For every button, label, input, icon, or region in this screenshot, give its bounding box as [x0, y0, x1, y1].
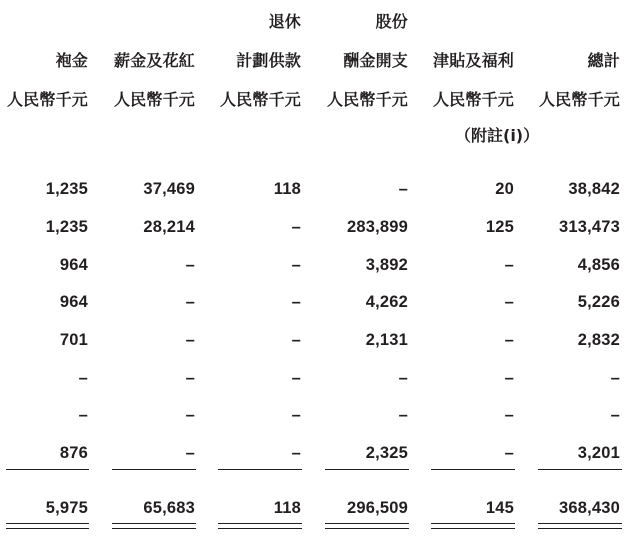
allowances-note: （附註(i)）	[455, 126, 540, 145]
table-cell: –	[504, 444, 514, 462]
table-cell: –	[291, 293, 301, 311]
table-cell: –	[610, 406, 620, 424]
table-cell: 2,832	[577, 331, 620, 349]
col-header-share-based: 酬金開支	[343, 51, 408, 70]
col-header-pension: 計劃供款	[236, 51, 301, 70]
table-cell: –	[504, 256, 514, 274]
table-cell: 20	[495, 180, 514, 198]
table-cell: 313,473	[558, 218, 620, 236]
table-cell: –	[610, 369, 620, 387]
table-cell: –	[78, 406, 88, 424]
table-cell: –	[78, 369, 88, 387]
table-cell: 3,892	[365, 256, 408, 274]
col-header-fees: 袍金	[55, 51, 88, 70]
total-double-rule	[538, 523, 622, 524]
total-double-rule	[218, 523, 302, 524]
table-cell: –	[291, 218, 301, 236]
total-double-rule	[6, 523, 89, 524]
table-cell: 1,235	[45, 180, 88, 198]
total-double-rule	[112, 523, 196, 524]
table-cell: 964	[59, 256, 88, 274]
table-cell: 118	[273, 180, 301, 198]
table-cell: 964	[59, 293, 88, 311]
table-cell: –	[504, 331, 514, 349]
total-cell: 145	[485, 499, 514, 517]
col-unit-salaries: 人民幣千元	[113, 90, 195, 109]
table-cell: –	[291, 406, 301, 424]
table-cell: 125	[485, 218, 514, 236]
table-cell: –	[291, 331, 301, 349]
subtotal-rule	[538, 469, 622, 470]
total-cell: 5,975	[45, 499, 88, 517]
col-unit-share-based: 人民幣千元	[326, 90, 408, 109]
table-cell: 5,226	[577, 293, 620, 311]
total-cell: 65,683	[143, 499, 195, 517]
col-header-salaries: 薪金及花紅	[113, 51, 195, 70]
table-cell: 2,325	[365, 444, 408, 462]
table-cell: 38,842	[568, 180, 620, 198]
table-cell: –	[185, 444, 195, 462]
table-cell: –	[398, 406, 408, 424]
col-header-allowances: 津貼及福利	[432, 51, 514, 70]
table-cell: –	[398, 180, 408, 198]
table-cell: –	[398, 369, 408, 387]
col-header-total: 總計	[587, 51, 620, 70]
table-cell: 3,201	[577, 444, 620, 462]
table-cell: 4,262	[365, 293, 408, 311]
table-cell: –	[185, 406, 195, 424]
table-cell: –	[504, 369, 514, 387]
subtotal-rule	[112, 469, 196, 470]
col-header-top-3: 退休	[268, 12, 301, 31]
col-unit-pension: 人民幣千元	[219, 90, 301, 109]
subtotal-rule	[6, 469, 89, 470]
col-header-top-4: 股份	[375, 12, 408, 31]
total-double-rule	[538, 528, 622, 529]
table-cell: 2,131	[365, 331, 408, 349]
total-double-rule	[431, 528, 515, 529]
table-cell: –	[185, 331, 195, 349]
table-cell: 1,235	[45, 218, 88, 236]
table-cell: 28,214	[143, 218, 195, 236]
subtotal-rule	[325, 469, 409, 470]
table-cell: –	[291, 256, 301, 274]
table-cell: 283,899	[346, 218, 408, 236]
table-cell: –	[504, 293, 514, 311]
table-cell: –	[185, 369, 195, 387]
total-cell: 118	[273, 499, 301, 517]
table-cell: 701	[59, 331, 88, 349]
subtotal-rule	[431, 469, 515, 470]
col-unit-total: 人民幣千元	[538, 90, 620, 109]
total-double-rule	[325, 528, 409, 529]
total-double-rule	[112, 528, 196, 529]
subtotal-rule	[218, 469, 302, 470]
total-double-rule	[325, 523, 409, 524]
total-cell: 296,509	[346, 499, 408, 517]
table-cell: –	[291, 369, 301, 387]
total-double-rule	[431, 523, 515, 524]
total-double-rule	[6, 528, 89, 529]
table-cell: –	[504, 406, 514, 424]
table-cell: –	[291, 444, 301, 462]
total-double-rule	[218, 528, 302, 529]
col-unit-fees: 人民幣千元	[6, 90, 88, 109]
col-unit-allowances: 人民幣千元	[432, 90, 514, 109]
table-cell: –	[185, 256, 195, 274]
total-cell: 368,430	[558, 499, 620, 517]
table-cell: 4,856	[577, 256, 620, 274]
table-cell: 37,469	[143, 180, 195, 198]
table-cell: 876	[59, 444, 88, 462]
table-cell: –	[185, 293, 195, 311]
